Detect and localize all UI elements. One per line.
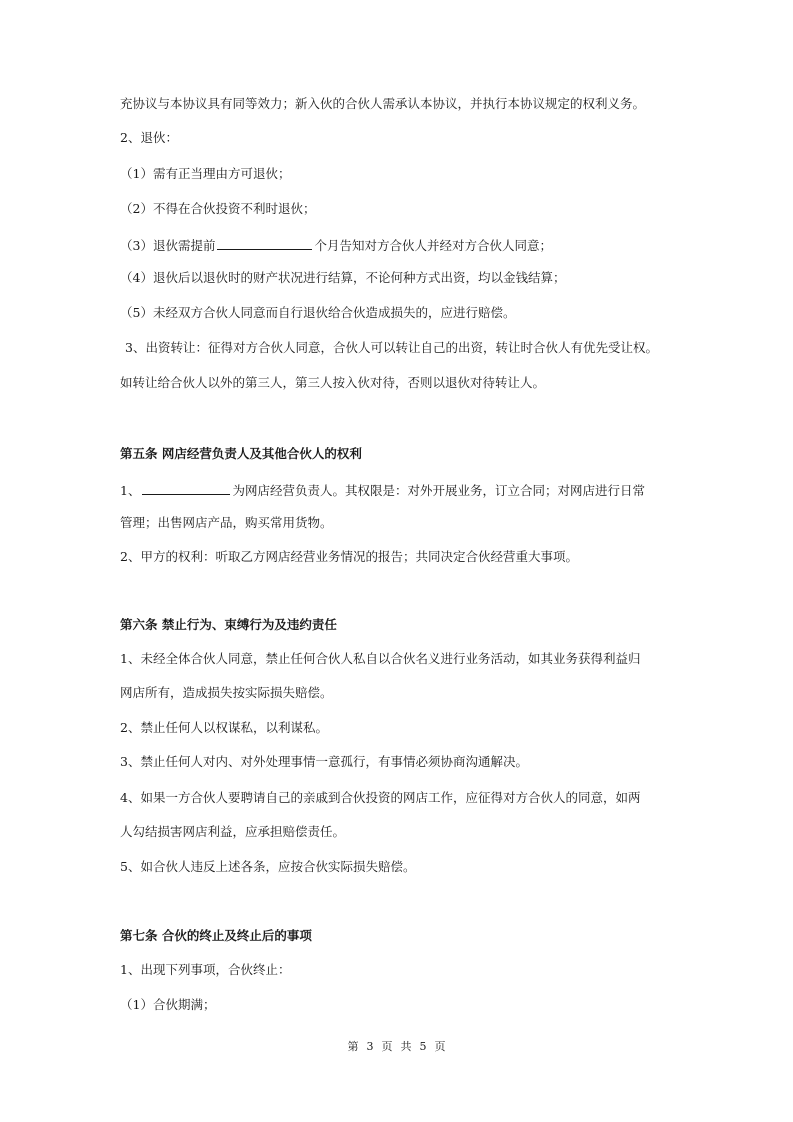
page-footer [0, 1040, 793, 1054]
list-item-text: （3）退伙需提前 [120, 238, 216, 253]
section-heading: 第七条 合伙的终止及终止后的事项 [120, 928, 312, 943]
footer-total-unit: 页 [434, 1040, 446, 1053]
clause-withdrawal: 2、退伙： [120, 130, 178, 145]
paragraph-line: 人勾结损害网店利益，应承担赔偿责任。 [120, 824, 346, 839]
list-item: （2）不得在合伙投资不利时退伙； [120, 201, 316, 216]
paragraph-line: 3、禁止任何人对内、对外处理事情一意孤行，有事情必须协商沟通解决。 [120, 754, 528, 769]
paragraph-line: 5、如合伙人违反上述各条，应按合伙实际损失赔偿。 [120, 859, 416, 874]
paragraph-line [120, 481, 645, 499]
paragraph-line: 2、禁止任何人以权谋私，以利谋私。 [120, 720, 328, 735]
list-item: （1）合伙期满； [120, 997, 216, 1012]
list-item: （4）退伙后以退伙时的财产状况进行结算，不论何种方式出资，均以金钱结算； [120, 270, 566, 285]
list-item-text: 个月告知对方合伙人并经对方合伙人同意； [314, 238, 552, 253]
paragraph-text: 为网店经营负责人。其权限是：对外开展业务，订立合同；对网店进行日常 [232, 483, 645, 498]
paragraph-line: 1、未经全体合伙人同意，禁止任何合伙人私自以合伙名义进行业务活动，如其业务获得利益归 [120, 651, 641, 666]
list-item: （1）需有正当理由方可退伙； [120, 166, 291, 181]
paragraph-line: 1、出现下列事项，合伙终止： [120, 962, 291, 977]
paragraph-line: 充协议与本协议具有同等效力；新入伙的合伙人需承认本协议，并执行本协议规定的权利义务。 [120, 96, 646, 111]
fill-in-blank [142, 481, 230, 495]
list-number: 1、 [120, 483, 141, 498]
footer-page-label: 第 [347, 1040, 359, 1053]
list-item: （5）未经双方合伙人同意而自行退伙给合伙造成损失的，应进行赔偿。 [120, 305, 516, 320]
section-heading: 第五条 网店经营负责人及其他合伙人的权利 [120, 446, 362, 461]
footer-total-label: 共 [400, 1040, 412, 1053]
fill-in-blank [217, 236, 312, 250]
paragraph-line: 网店所有，造成损失按实际损失赔偿。 [120, 685, 333, 700]
footer-page-unit: 页 [381, 1040, 393, 1053]
clause-transfer: 3、出资转让：征得对方合伙人同意，合伙人可以转让自己的出资，转让时合伙人有优先受让权。 [125, 340, 658, 355]
section-heading: 第六条 禁止行为、束缚行为及违约责任 [120, 617, 337, 632]
footer-page-number: 3 [366, 1040, 374, 1053]
footer-total-number: 5 [419, 1040, 427, 1053]
paragraph-line: 4、如果一方合伙人要聘请自己的亲戚到合伙投资的网店工作，应征得对方合伙人的同意，如两 [120, 790, 641, 805]
paragraph-line: 管理；出售网店产品，购买常用货物。 [120, 515, 333, 530]
list-item [120, 236, 552, 254]
paragraph-line: 如转让给合伙人以外的第三人，第三人按入伙对待，否则以退伙对待转让人。 [120, 375, 546, 390]
paragraph-line: 2、甲方的权利：听取乙方网店经营业务情况的报告；共同决定合伙经营重大事项。 [120, 549, 578, 564]
